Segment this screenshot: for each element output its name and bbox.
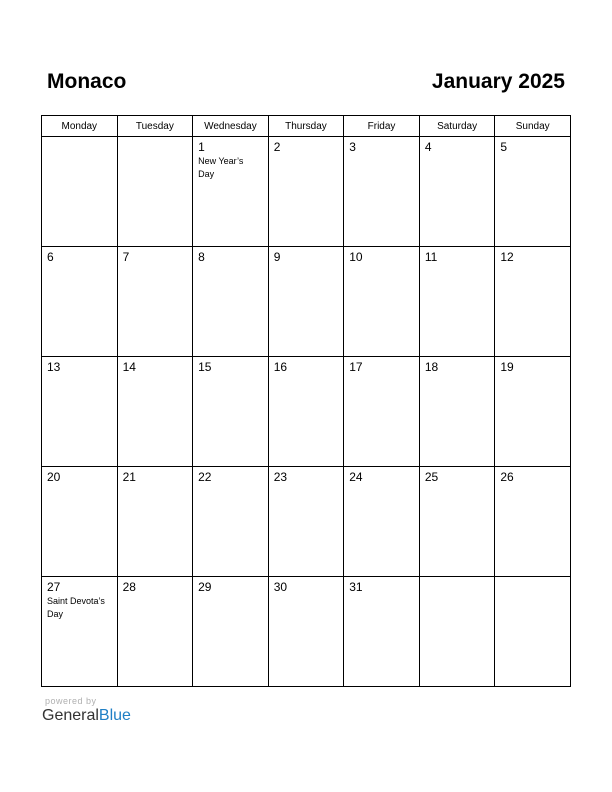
day-cell: [193, 247, 269, 357]
day-number: 31: [349, 580, 363, 594]
day-cell: [419, 137, 495, 247]
empty-day-cell: [495, 577, 571, 687]
day-number: 28: [122, 580, 136, 594]
page-header: [47, 70, 565, 100]
day-cell: [419, 357, 495, 467]
empty-day-cell: [117, 137, 193, 247]
day-cell: [495, 467, 571, 577]
day-cell: [344, 357, 420, 467]
day-cell: [268, 137, 344, 247]
brand-logo: [42, 707, 131, 725]
day-number: 12: [500, 250, 514, 264]
day-number: 10: [349, 250, 363, 264]
day-cell: [193, 467, 269, 577]
day-number: 27: [47, 580, 61, 594]
day-cell: [42, 247, 118, 357]
day-cell: [117, 467, 193, 577]
day-cell: [42, 577, 118, 687]
day-number: 20: [47, 470, 61, 484]
week-row: [42, 357, 571, 467]
weekday-header: Sunday: [495, 116, 571, 137]
weekday-header: Saturday: [419, 116, 495, 137]
week-row: [42, 247, 571, 357]
empty-day-cell: [42, 137, 118, 247]
week-row: [42, 137, 571, 247]
day-number: 14: [122, 360, 136, 374]
day-number: 17: [349, 360, 363, 374]
generalblue-branding: [42, 696, 131, 725]
week-row: [42, 577, 571, 687]
weekday-header: Wednesday: [193, 116, 269, 137]
day-cell: [268, 357, 344, 467]
day-number: 24: [349, 470, 363, 484]
day-cell: [117, 577, 193, 687]
day-number: 9: [273, 250, 281, 264]
day-cell: [193, 357, 269, 467]
holiday-label: Saint Devota’s Day: [47, 596, 105, 619]
week-row: [42, 467, 571, 577]
day-cell: [117, 247, 193, 357]
day-number: 6: [47, 250, 54, 264]
day-number: 26: [500, 470, 514, 484]
day-number: 21: [122, 470, 136, 484]
day-cell: [419, 247, 495, 357]
day-cell: [495, 357, 571, 467]
day-cell: [344, 137, 420, 247]
calendar-grid: [41, 115, 571, 687]
day-number: 3: [349, 140, 356, 154]
day-number: 7: [122, 250, 130, 264]
day-number: 11: [424, 250, 438, 264]
day-number: 16: [273, 360, 288, 374]
day-number: 18: [424, 360, 439, 374]
day-number: 8: [198, 250, 205, 264]
brand-blue-text: Blue: [98, 707, 131, 724]
day-number: 22: [198, 470, 212, 484]
day-cell: [193, 137, 269, 247]
day-number: 2: [273, 140, 281, 154]
weekday-header: Thursday: [268, 116, 344, 137]
day-cell: [495, 247, 571, 357]
day-cell: [344, 247, 420, 357]
weekday-header: Monday: [42, 116, 118, 137]
country-title: Monaco: [47, 70, 127, 93]
day-cell: [419, 467, 495, 577]
day-cell: [117, 357, 193, 467]
day-number: 19: [500, 360, 514, 374]
weekday-header: Tuesday: [117, 116, 193, 137]
day-number: 29: [198, 580, 212, 594]
day-cell: [495, 137, 571, 247]
day-number: 15: [198, 360, 212, 374]
brand-general-text: General: [42, 707, 99, 724]
day-number: 5: [500, 140, 508, 154]
day-number: 13: [47, 360, 61, 374]
day-cell: [344, 467, 420, 577]
day-cell: [268, 577, 344, 687]
day-cell: [344, 577, 420, 687]
holiday-label: New Year’s Day: [198, 156, 244, 179]
day-number: 4: [424, 140, 432, 154]
day-cell: [42, 467, 118, 577]
day-cell: [193, 577, 269, 687]
weekday-header: Friday: [344, 116, 420, 137]
weekday-header-row: [42, 116, 571, 137]
day-number: 25: [424, 470, 439, 484]
day-cell: [268, 247, 344, 357]
empty-day-cell: [419, 577, 495, 687]
powered-by-label: powered by: [45, 696, 97, 706]
day-cell: [42, 357, 118, 467]
day-number: 23: [273, 470, 288, 484]
day-number: 1: [198, 140, 205, 154]
month-year-title: January 2025: [431, 70, 565, 93]
day-number: 30: [273, 580, 288, 594]
day-cell: [268, 467, 344, 577]
